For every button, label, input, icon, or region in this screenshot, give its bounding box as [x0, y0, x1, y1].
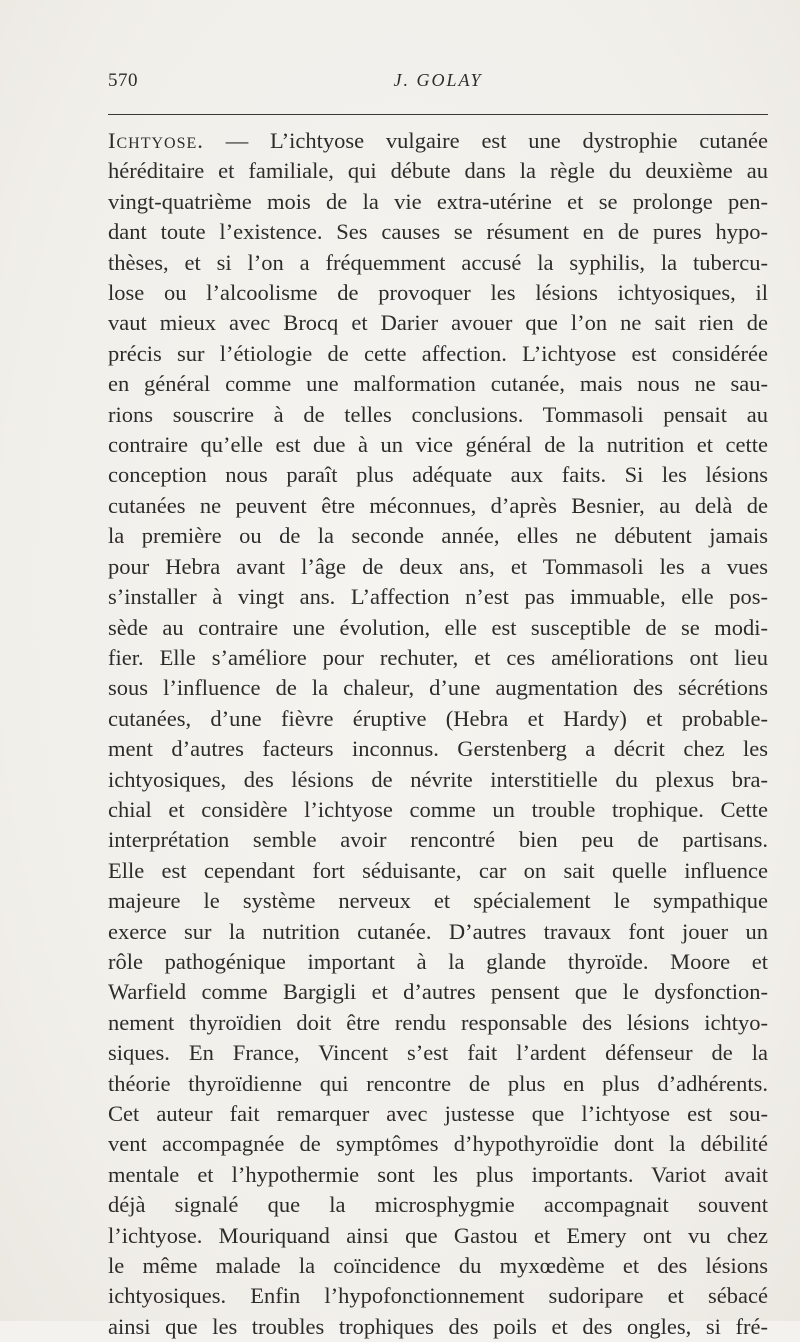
text-line: théorie thyroïdienne qui rencontre de plus en plus d’adhérents. [108, 1070, 768, 1096]
text-line: nement thyroïdien doit être rendu responsable des lésions ichtyo- [108, 1009, 768, 1035]
text-line: s’installer à vingt ans. L’affection n’est pas immuable, elle pos- [108, 584, 768, 610]
page-header [108, 70, 768, 100]
text-line: cutanées, d’une fièvre éruptive (Hebra et Hardy) et probable- [108, 705, 768, 731]
text-line: déjà signalé que la microsphygmie accompagnait souvent [108, 1192, 768, 1218]
text-line: vaut mieux avec Brocq et Darier avouer que l’on ne sait rien de [108, 310, 768, 336]
text-line: fier. Elle s’améliore pour rechuter, et ces améliorations ont lieu [108, 644, 768, 670]
text-line: en général comme une malformation cutanée, mais nous ne sau- [108, 371, 768, 397]
text-line [108, 126, 768, 156]
text-line: héréditaire et familiale, qui débute dans la règle du deuxième au [108, 158, 768, 184]
text-line: mentale et l’hypothermie sont les plus importants. Variot avait [108, 1161, 768, 1187]
text-line: ichtyosiques. Enfin l’hypofonctionnement sudoripare et sébacé [108, 1283, 768, 1309]
text-line: interprétation semble avoir rencontré bien peu de partisans. [108, 827, 768, 853]
text-line: sède au contraire une évolution, elle est susceptible de se modi- [108, 614, 768, 640]
text-line: conception nous paraît plus adéquate aux faits. Si les lésions [108, 462, 768, 488]
text-line: dant toute l’existence. Ses causes se résument en de pures hypo- [108, 219, 768, 245]
text-line: Warfield comme Bargigli et d’autres pensent que le dysfonction- [108, 979, 768, 1005]
text-line: la première ou de la seconde année, elles ne débutent jamais [108, 523, 768, 549]
text-line: rions souscrire à de telles conclusions. Tommasoli pensait au [108, 401, 768, 427]
text-line: Cet auteur fait remarquer avec justesse que l’ichtyose est sou- [108, 1101, 768, 1126]
text-line: thèses, et si l’on a fréquemment accusé la syphilis, la tubercu- [108, 249, 768, 275]
text-line: ichtyosiques, des lésions de névrite interstitielle du plexus bra- [108, 766, 768, 792]
running-head: J. GOLAY [393, 70, 483, 90]
header-rule [108, 114, 768, 115]
text-line: l’ichtyose. Mouriquand ainsi que Gastou et Emery ont vu chez [108, 1222, 768, 1248]
text-line: sous l’influence de la chaleur, d’une augmentation des sécrétions [108, 675, 768, 701]
text-line: ainsi que les troubles trophiques des poils et des ongles, si fré- [108, 1313, 768, 1339]
text-line: Elle est cependant fort séduisante, car on sait quelle influence [108, 857, 768, 883]
text-line: majeure le système nerveux et spécialement le sympathique [108, 888, 768, 914]
body-paragraph [108, 126, 768, 1342]
text-line: ment d’autres facteurs inconnus. Gerstenberg a décrit chez les [108, 736, 768, 762]
text-line: vingt-quatrième mois de la vie extra-utérine et se prolonge pen- [108, 188, 768, 214]
text-line-content: — L’ichtyose vulgaire est une dystrophie cutanée [203, 128, 768, 153]
text-line: cutanées ne peuvent être méconnues, d’après Besnier, au delà de [108, 492, 768, 518]
text-line: exerce sur la nutrition cutanée. D’autres travaux font jouer un [108, 918, 768, 944]
text-line: pour Hebra avant l’âge de deux ans, et Tommasoli les a vues [108, 553, 768, 579]
text-line: vent accompagnée de symptômes d’hypothyroïdie dont la débilité [108, 1131, 768, 1157]
text-line: précis sur l’étiologie de cette affection. L’ichtyose est considérée [108, 340, 768, 366]
text-line: chial et considère l’ichtyose comme un trouble trophique. Cette [108, 796, 768, 822]
text-line: siques. En France, Vincent s’est fait l’ardent défenseur de la [108, 1040, 768, 1066]
text-line: lose ou l’alcoolisme de provoquer les lésions ichtyosiques, il [108, 280, 768, 306]
text-line: le même malade la coïncidence du myxœdème et des lésions [108, 1253, 768, 1279]
text-line: rôle pathogénique important à la glande thyroïde. Moore et [108, 948, 768, 974]
text-line: contraire qu’elle est due à un vice général de la nutrition et cette [108, 432, 768, 458]
page-number: 570 [108, 70, 138, 91]
lead-word: Ichtyose. [108, 128, 204, 153]
